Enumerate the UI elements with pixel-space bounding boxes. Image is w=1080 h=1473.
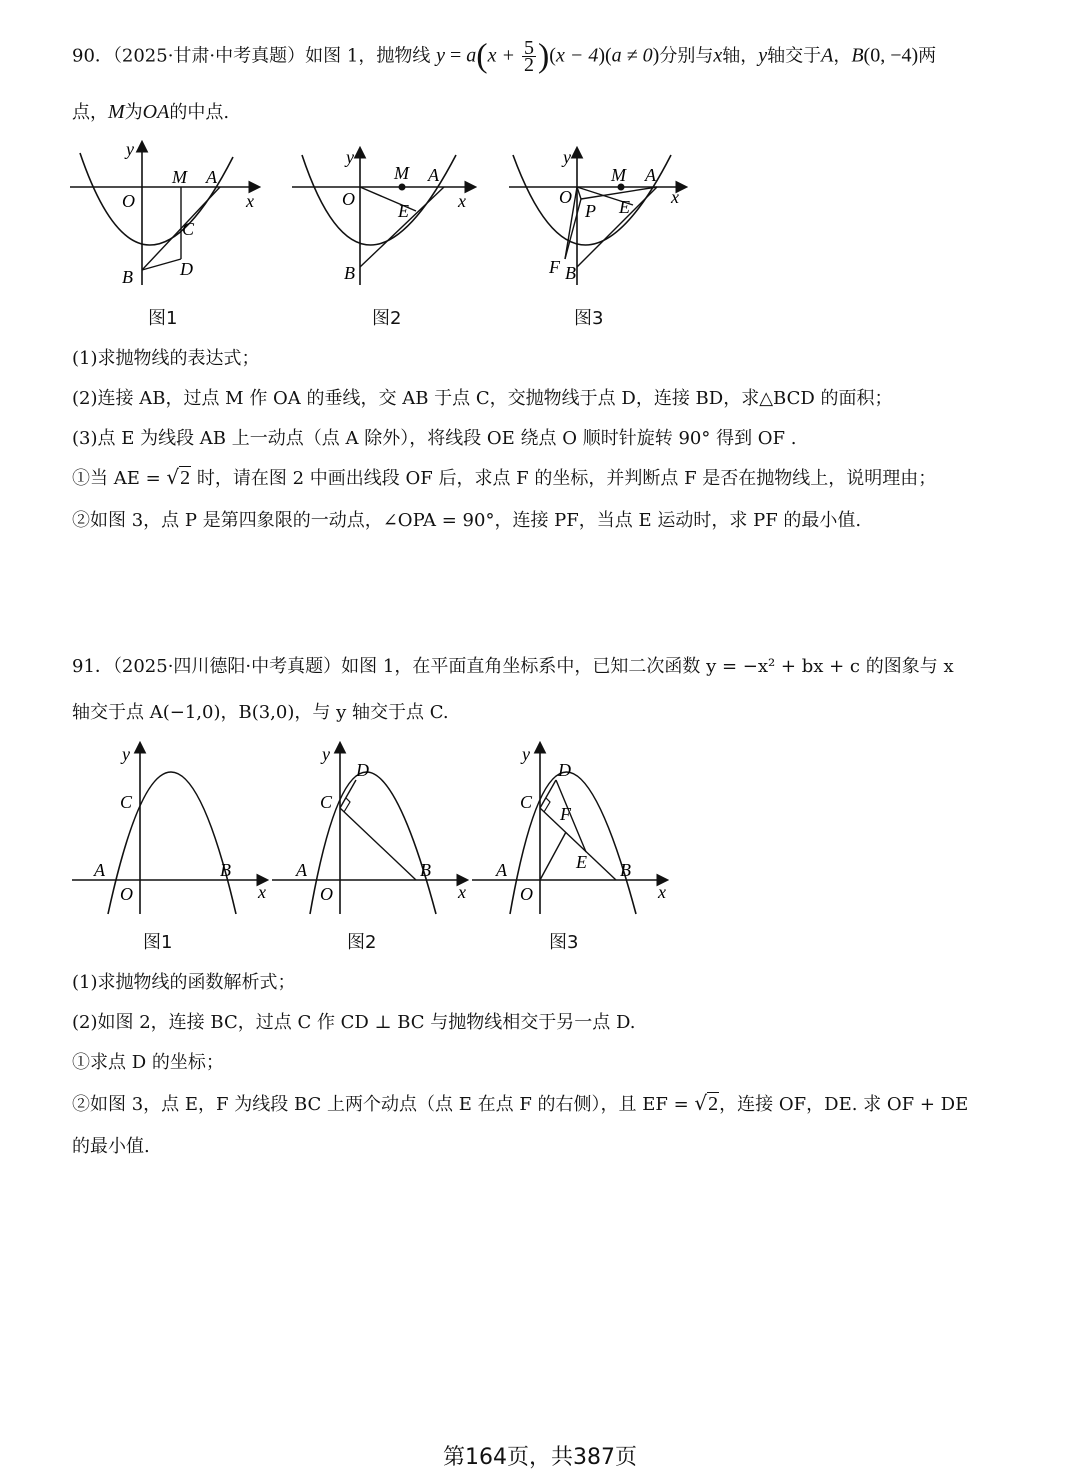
q91-fig2-caption: 图2 — [347, 932, 377, 953]
label-o: O — [559, 187, 572, 207]
label-x: x — [458, 882, 466, 902]
q90-line1: 90．（2025·甘肃·中考真题）如图 1，抛物线 y = a(x + $\frac{5}{2}$ )(x − 4)(a ≠ 0)分别与x轴，y轴交于A，B(0, −4)两 — [72, 37, 937, 76]
label-e: E — [398, 201, 409, 221]
q91-figure-1 — [70, 740, 270, 924]
q90-part-3-1: ①当 AE = √2 时，请在图 2 中画出线段 OF 后，求点 F 的坐标，并判断点 F 是否在抛物线上，说明理由； — [72, 465, 937, 489]
label-c: C — [320, 792, 333, 812]
label-d: D — [558, 760, 571, 780]
label-m: M — [611, 165, 626, 185]
q90-fig3-caption: 图3 — [574, 308, 604, 329]
label-a: A — [645, 165, 656, 185]
label-o: O — [342, 189, 355, 209]
q91-line2: 轴交于点 A(−1,0)，B(3,0)，与 y 轴交于点 C. — [72, 702, 449, 723]
q90-part-3: (3)点 E 为线段 AB 上一动点（点 A 除外），将线段 OE 绕点 O 顺时针旋转 90° 得到 OF . — [72, 428, 797, 449]
label-o: O — [320, 884, 333, 904]
label-b: B — [620, 860, 631, 880]
label-e: E — [619, 197, 630, 217]
page-footer: 第164页，共387页 — [443, 1445, 637, 1470]
q90-part-1: (1)求抛物线的表达式； — [72, 348, 260, 369]
label-f: F — [549, 257, 560, 277]
label-a: A — [296, 860, 307, 880]
q90-fig1-caption: 图1 — [148, 308, 178, 329]
q90-source: （2025·甘肃·中考真题） — [112, 45, 306, 67]
label-p: P — [585, 201, 596, 221]
label-o: O — [120, 884, 133, 904]
q91-figure-2 — [270, 740, 470, 924]
label-y: y — [322, 744, 330, 764]
q91-number: 91． — [72, 656, 113, 677]
q91-fig1-caption: 图1 — [143, 932, 173, 953]
q90-figure-2 — [288, 135, 488, 299]
label-y: y — [563, 147, 571, 167]
label-o: O — [520, 884, 533, 904]
label-o: O — [122, 191, 135, 211]
label-f: F — [560, 804, 571, 824]
label-x: x — [458, 191, 466, 211]
label-c: C — [182, 219, 195, 239]
label-x: x — [258, 882, 266, 902]
q90-figure-1 — [68, 135, 268, 299]
label-c: C — [120, 792, 133, 812]
q90-line2: 点，M为OA的中点. — [72, 101, 230, 123]
label-b: B — [565, 263, 576, 283]
label-a: A — [496, 860, 507, 880]
label-y: y — [522, 744, 530, 764]
label-x: x — [671, 187, 679, 207]
label-x: x — [658, 882, 666, 902]
q91-source: （2025·四川德阳·中考真题） — [112, 656, 342, 677]
q90-part-3-2: ②如图 3，点 P 是第四象限的一动点，∠OPA = 90°，连接 PF，当点 E 运动时，求 PF 的最小值. — [72, 510, 862, 531]
label-c: C — [520, 792, 533, 812]
q90-part-2: (2)连接 AB，过点 M 作 OA 的垂线，交 AB 于点 C，交抛物线于点 D，连接 BD，求△BCD 的面积； — [72, 388, 893, 409]
q90-figure-3 — [505, 135, 705, 299]
q91-part-1: (1)求抛物线的函数解析式； — [72, 972, 296, 993]
label-a: A — [206, 167, 217, 187]
label-e: E — [576, 852, 587, 872]
label-y: y — [122, 744, 130, 764]
q91-figure-3 — [470, 740, 670, 924]
label-a: A — [428, 165, 439, 185]
q91-part-2-2: ②如图 3，点 E，F 为线段 BC 上两个动点（点 E 在点 F 的右侧），且 EF = √2，连接 OF，DE. 求 OF + DE — [72, 1091, 969, 1115]
q91-part-2-2-cont: 的最小值. — [72, 1136, 150, 1157]
label-y: y — [126, 139, 134, 159]
label-m: M — [394, 163, 409, 183]
label-a: A — [94, 860, 105, 880]
fraction-5-2: $\frac{5}{2}$ — [523, 37, 534, 76]
q91-line1: 91．（2025·四川德阳·中考真题）如图 1，在平面直角坐标系中，已知二次函数 y = −x² + bx + c 的图象与 x — [72, 656, 954, 677]
q90-fig2-caption: 图2 — [372, 308, 402, 329]
label-b: B — [420, 860, 431, 880]
label-b: B — [344, 263, 355, 283]
q91-fig3-caption: 图3 — [549, 932, 579, 953]
label-d: D — [180, 259, 193, 279]
label-y: y — [346, 147, 354, 167]
label-x: x — [246, 191, 254, 211]
q91-part-2-1: ①求点 D 的坐标； — [72, 1052, 224, 1073]
q90-number: 90． — [72, 45, 113, 67]
label-d: D — [356, 760, 369, 780]
label-m: M — [172, 167, 187, 187]
label-b: B — [220, 860, 231, 880]
label-b: B — [122, 267, 133, 287]
q91-part-2: (2)如图 2，连接 BC，过点 C 作 CD ⊥ BC 与抛物线相交于另一点 D. — [72, 1012, 636, 1033]
